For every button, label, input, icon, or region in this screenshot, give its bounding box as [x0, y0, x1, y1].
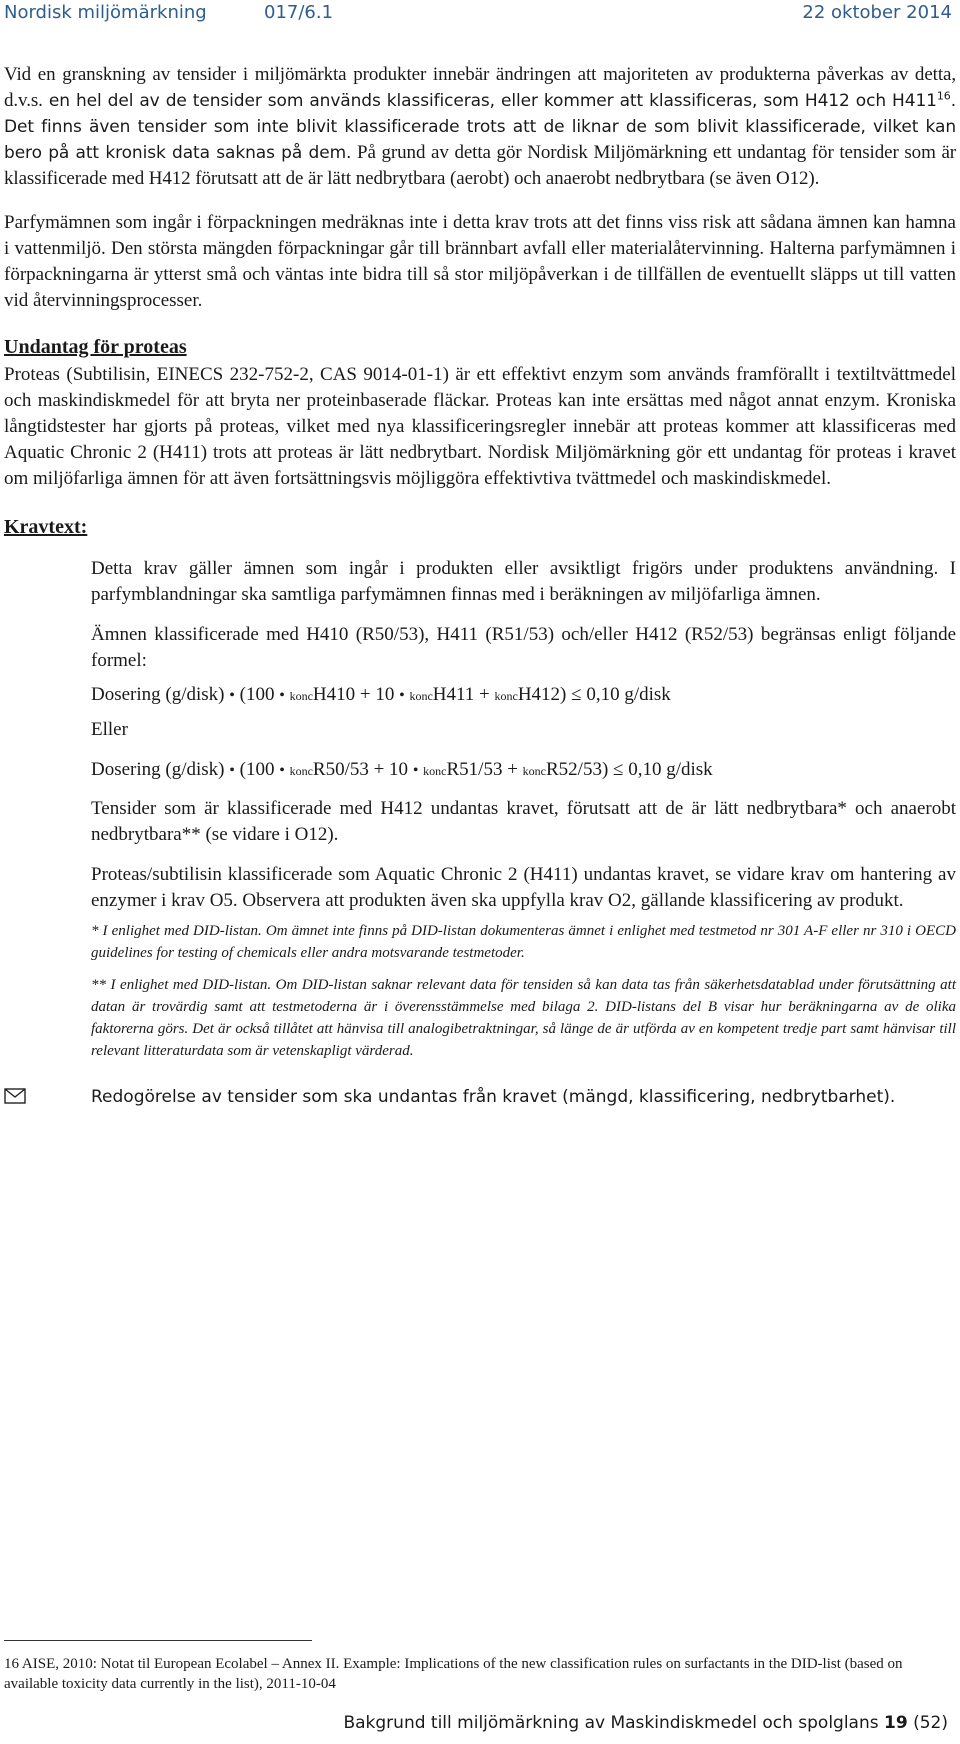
perfume-paragraph: Parfymämnen som ingår i förpackningen medräknas inte i detta krav trots att det finns viss risk att sådana ämnen kan hamna i vattenmiljö. Den största mängden förpackningar går till brännbart avfall eller materialåtervinning. Halterna parfymämnen i förpackningarna är ytterst små och väntas inte bidra till så stor miljöpåverkan i de tillfällen de eventuellt släpps ut till vatten vid återvinningsprocesser. [4, 212, 956, 311]
footnote: 16 AISE, 2010: Notat til European Ecolabel – Annex II. Example: Implications of the new classification rules on surfactants in the DID-list (based on available toxicity data currently in the list), 2011-10-04 [4, 1656, 903, 1692]
leq-symbol: ≤ [613, 759, 624, 780]
documentation-item [4, 1084, 956, 1110]
header-org: Nordisk miljömärkning [4, 2, 207, 23]
formula-or: Eller [91, 719, 128, 740]
footnote-ref[interactable]: 16 [936, 89, 951, 103]
header-date: 22 oktober 2014 [802, 2, 952, 23]
formula2-dosage: Dosering (g/disk) [91, 759, 225, 780]
konc-subscript: konc [409, 689, 433, 703]
kravtext-p4: Proteas/subtilisin klassificerade som Aquatic Chronic 2 (H411) undantas kravet, se vidare krav om hantering av enzymer i krav O5. Observera att produkten även ska uppfylla krav O2, gällande klassificering av produkt. [91, 864, 956, 911]
kravtext-p2: Ämnen klassificerade med H410 (R50/53), H411 (R51/53) och/eller H412 (R52/53) begränsas enligt följande formel: [91, 624, 956, 671]
multiply-dot: • [279, 762, 285, 779]
footer-page-number: 19 [884, 1713, 908, 1733]
multiply-dot: • [229, 687, 235, 704]
footnote-divider [4, 1640, 312, 1641]
spacer [4, 492, 956, 514]
intro-paragraph [4, 62, 956, 192]
formula1-h410: H410 + 10 [312, 684, 395, 705]
formula-r-codes [91, 757, 956, 784]
multiply-dot: • [399, 687, 405, 704]
konc-subscript: konc [494, 689, 518, 703]
formula1-factor-100: (100 [239, 684, 275, 705]
formula1-h411: H411 + [432, 684, 490, 705]
intro-text-4: På grund av detta gör Nordisk Miljömärkning ett undantag för tensider som är klassificerade med H412 förutsatt att de är lätt nedbrytbara (aerobt) och anaerobt nedbrytbara (se även O12). [4, 142, 957, 189]
intro-text-1: Vid en granskning av tensider i miljömärkta produkter innebär ändringen att majoriteten av produkterna påverkas av detta, d.v.s. [4, 64, 956, 111]
formula2-r51: R51/53 + [446, 759, 518, 780]
protease-paragraph: Proteas (Subtilisin, EINECS 232-752-2, CAS 9014-01-1) är ett effektivt enzym som används framförallt i textiltvättmedel och maskindiskmedel för att bryta ner proteinbaserade fläckar. Proteas kan inte ersättas med något annat enzym. Kroniska långtidstester har gjorts på proteas, vilket med nya klassificeringsregler innebär att proteas kommer att klassificeras med Aquatic Chronic 2 (H411) trots att proteas är lätt nedbrytbart. Nordisk Miljömärkning gör ett undantag för proteas i kravet om miljöfarliga ämnen för att även fortsättningsvis möjliggöra effektivtiva tvättmedel och maskindiskmedel. [4, 364, 956, 489]
multiply-dot: • [229, 762, 235, 779]
page-header [4, 0, 956, 30]
intro-text-3: . Det finns även tensider som inte blivit klassificerade trots att de liknar de som blivit klassificerade, vilket kan bero på att kronisk data saknas på dem. [4, 91, 956, 163]
protease-heading: Undantag för proteas [4, 336, 187, 358]
spacer [4, 540, 956, 556]
kravtext-p3: Tensider som är klassificerade med H412 undantas kravet, förutsatt att de är lätt nedbrytbara* och anaerobt nedbrytbara** (se vidare i O12). [91, 798, 956, 845]
formula2-limit: 0,10 g/disk [628, 759, 713, 780]
spacer [4, 314, 956, 334]
footer-title: Bakgrund till miljömärkning av Maskindiskmedel och spolglans [343, 1713, 879, 1733]
spacer [91, 784, 956, 796]
spacer [91, 743, 956, 757]
multiply-dot: • [279, 687, 285, 704]
konc-subscript: konc [522, 764, 546, 778]
spacer [91, 674, 956, 682]
page-body [4, 62, 956, 1110]
note-single-asterisk: * I enlighet med DID-listan. Om ämnet inte finns på DID-listan dokumenteras ämnet i enlighet med testmetod nr 301 A-F eller nr 310 i OECD guidelines for testing of chemicals eller andra motsvarande testmetoder. [91, 923, 956, 961]
formula1-h412: H412) [517, 684, 567, 705]
spacer [91, 848, 956, 862]
formula-h-codes [91, 682, 956, 709]
header-doc-number: 017/6.1 [264, 2, 334, 23]
formula2-factor-100: (100 [239, 759, 275, 780]
spacer [4, 192, 956, 210]
envelope-icon [4, 1087, 26, 1105]
spacer [4, 1062, 956, 1084]
spacer [91, 709, 956, 717]
konc-subscript: konc [289, 689, 313, 703]
documentation-text: Redogörelse av tensider som ska undantas från kravet (mängd, klassificering, nedbrytbarhet). [91, 1087, 896, 1107]
formula2-r50: R50/53 + 10 [312, 759, 409, 780]
note-double-asterisk: ** I enlighet med DID-listan. Om DID-listan saknar relevant data för tensiden så kan data tas från säkerhetsdatablad under förutsättning att datan är trovärdig samt att testmetoderna är i överensstämmelse med bilaga 2. DID-listans del B visar hur beräkningarna av de olika faktorerna görs. Det är också tillåtet att hänvisa till analogibetraktningar, så länge de är utförda av en kompetent tredje part samt hänvisar till relevant litteraturdata som är vetenskapligt värderad. [91, 977, 956, 1059]
kravtext-p1: Detta krav gäller ämnen som ingår i produkten eller avsiktligt frigörs under produktens användning. I parfymblandningar ska samtliga parfymämnen finnas med i beräkningen av miljöfarliga ämnen. [91, 558, 956, 605]
page-footer [343, 1713, 948, 1733]
spacer [91, 964, 956, 974]
konc-subscript: konc [289, 764, 313, 778]
formula1-limit: 0,10 g/disk [586, 684, 671, 705]
kravtext-block [91, 556, 956, 1062]
leq-symbol: ≤ [571, 684, 582, 705]
footer-page-total: (52) [913, 1713, 948, 1733]
konc-subscript: konc [423, 764, 447, 778]
intro-text-2: en hel del av de tensider som används klassificeras, eller kommer att klassificeras, som H412 och H411 [42, 91, 937, 111]
multiply-dot: • [412, 762, 419, 779]
kravtext-heading: Kravtext: [4, 516, 88, 538]
formula2-r52: R52/53) [546, 759, 609, 780]
formula1-dosage: Dosering (g/disk) [91, 684, 225, 705]
spacer [91, 608, 956, 622]
